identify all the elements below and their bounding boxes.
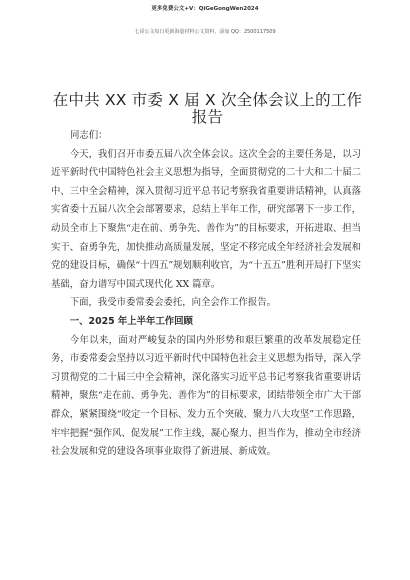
document-title: 在中共 XX 市委 X 届 X 次全体会议上的工作报告: [52, 91, 363, 126]
section-heading: 一、2025 年上半年工作回顾: [69, 315, 193, 327]
paragraph-review: 今年以来，面对严峻复杂的国内外形势和艰巨繁重的改革发展稳定任务，市委常委会坚持以习近平新时代中国特色社会主义思想为指导，深入学习贯彻党的二十届三中全会精神，深化落实习近平总书记考察我省重要讲话精神，聚焦“走在前、勇争先、善作为”的目标要求，团结带领全市广大干部群众，紧紧围绕“咬定一个目标、发力五个突破、聚力八大攻坚”工作思路，牢牢把握“强作风、促发展”工作主线，凝心聚力、担当作为，推动全市经济社会发展和党的建设各项事业取得了新进展、新成效。: [51, 334, 361, 458]
header-top-line: 更多免费公文+V：QiGeGongWen2024: [151, 6, 259, 12]
document-body: [51, 127, 361, 462]
paragraph-delegation: 下面，我受市委常委会委托，向全会作工作报告。: [69, 297, 277, 309]
header-sub-line: 七哥公文每日更新海量材料公文资料，添加 QQ：2500117509: [134, 29, 276, 35]
salutation: 同志们：: [70, 130, 108, 141]
paragraph-intro: 今天，我们召开市委五届八次全体会议。这次全会的主要任务是，以习近平新时代中国特色社会主义思想为指导，全面贯彻党的二十大和二十届二中、三中全会精神，深入贯彻习近平总书记考察我省重要讲话精神，认真落实省委十五届八次全会部署要求，总结上半年工作，研究部署下一步工作，动员全市上下聚焦“走在前、勇争先、善作为”的目标要求，开拓进取、担当实干、奋勇争先，加快推动高质量发展，坚定不移完成全年经济社会发展和党的建设目标，确保“十四五”规划顺利收官，为“十五五”胜利开局打下坚实基础，奋力谱写中国式现代化 XX 篇章。: [51, 148, 361, 290]
